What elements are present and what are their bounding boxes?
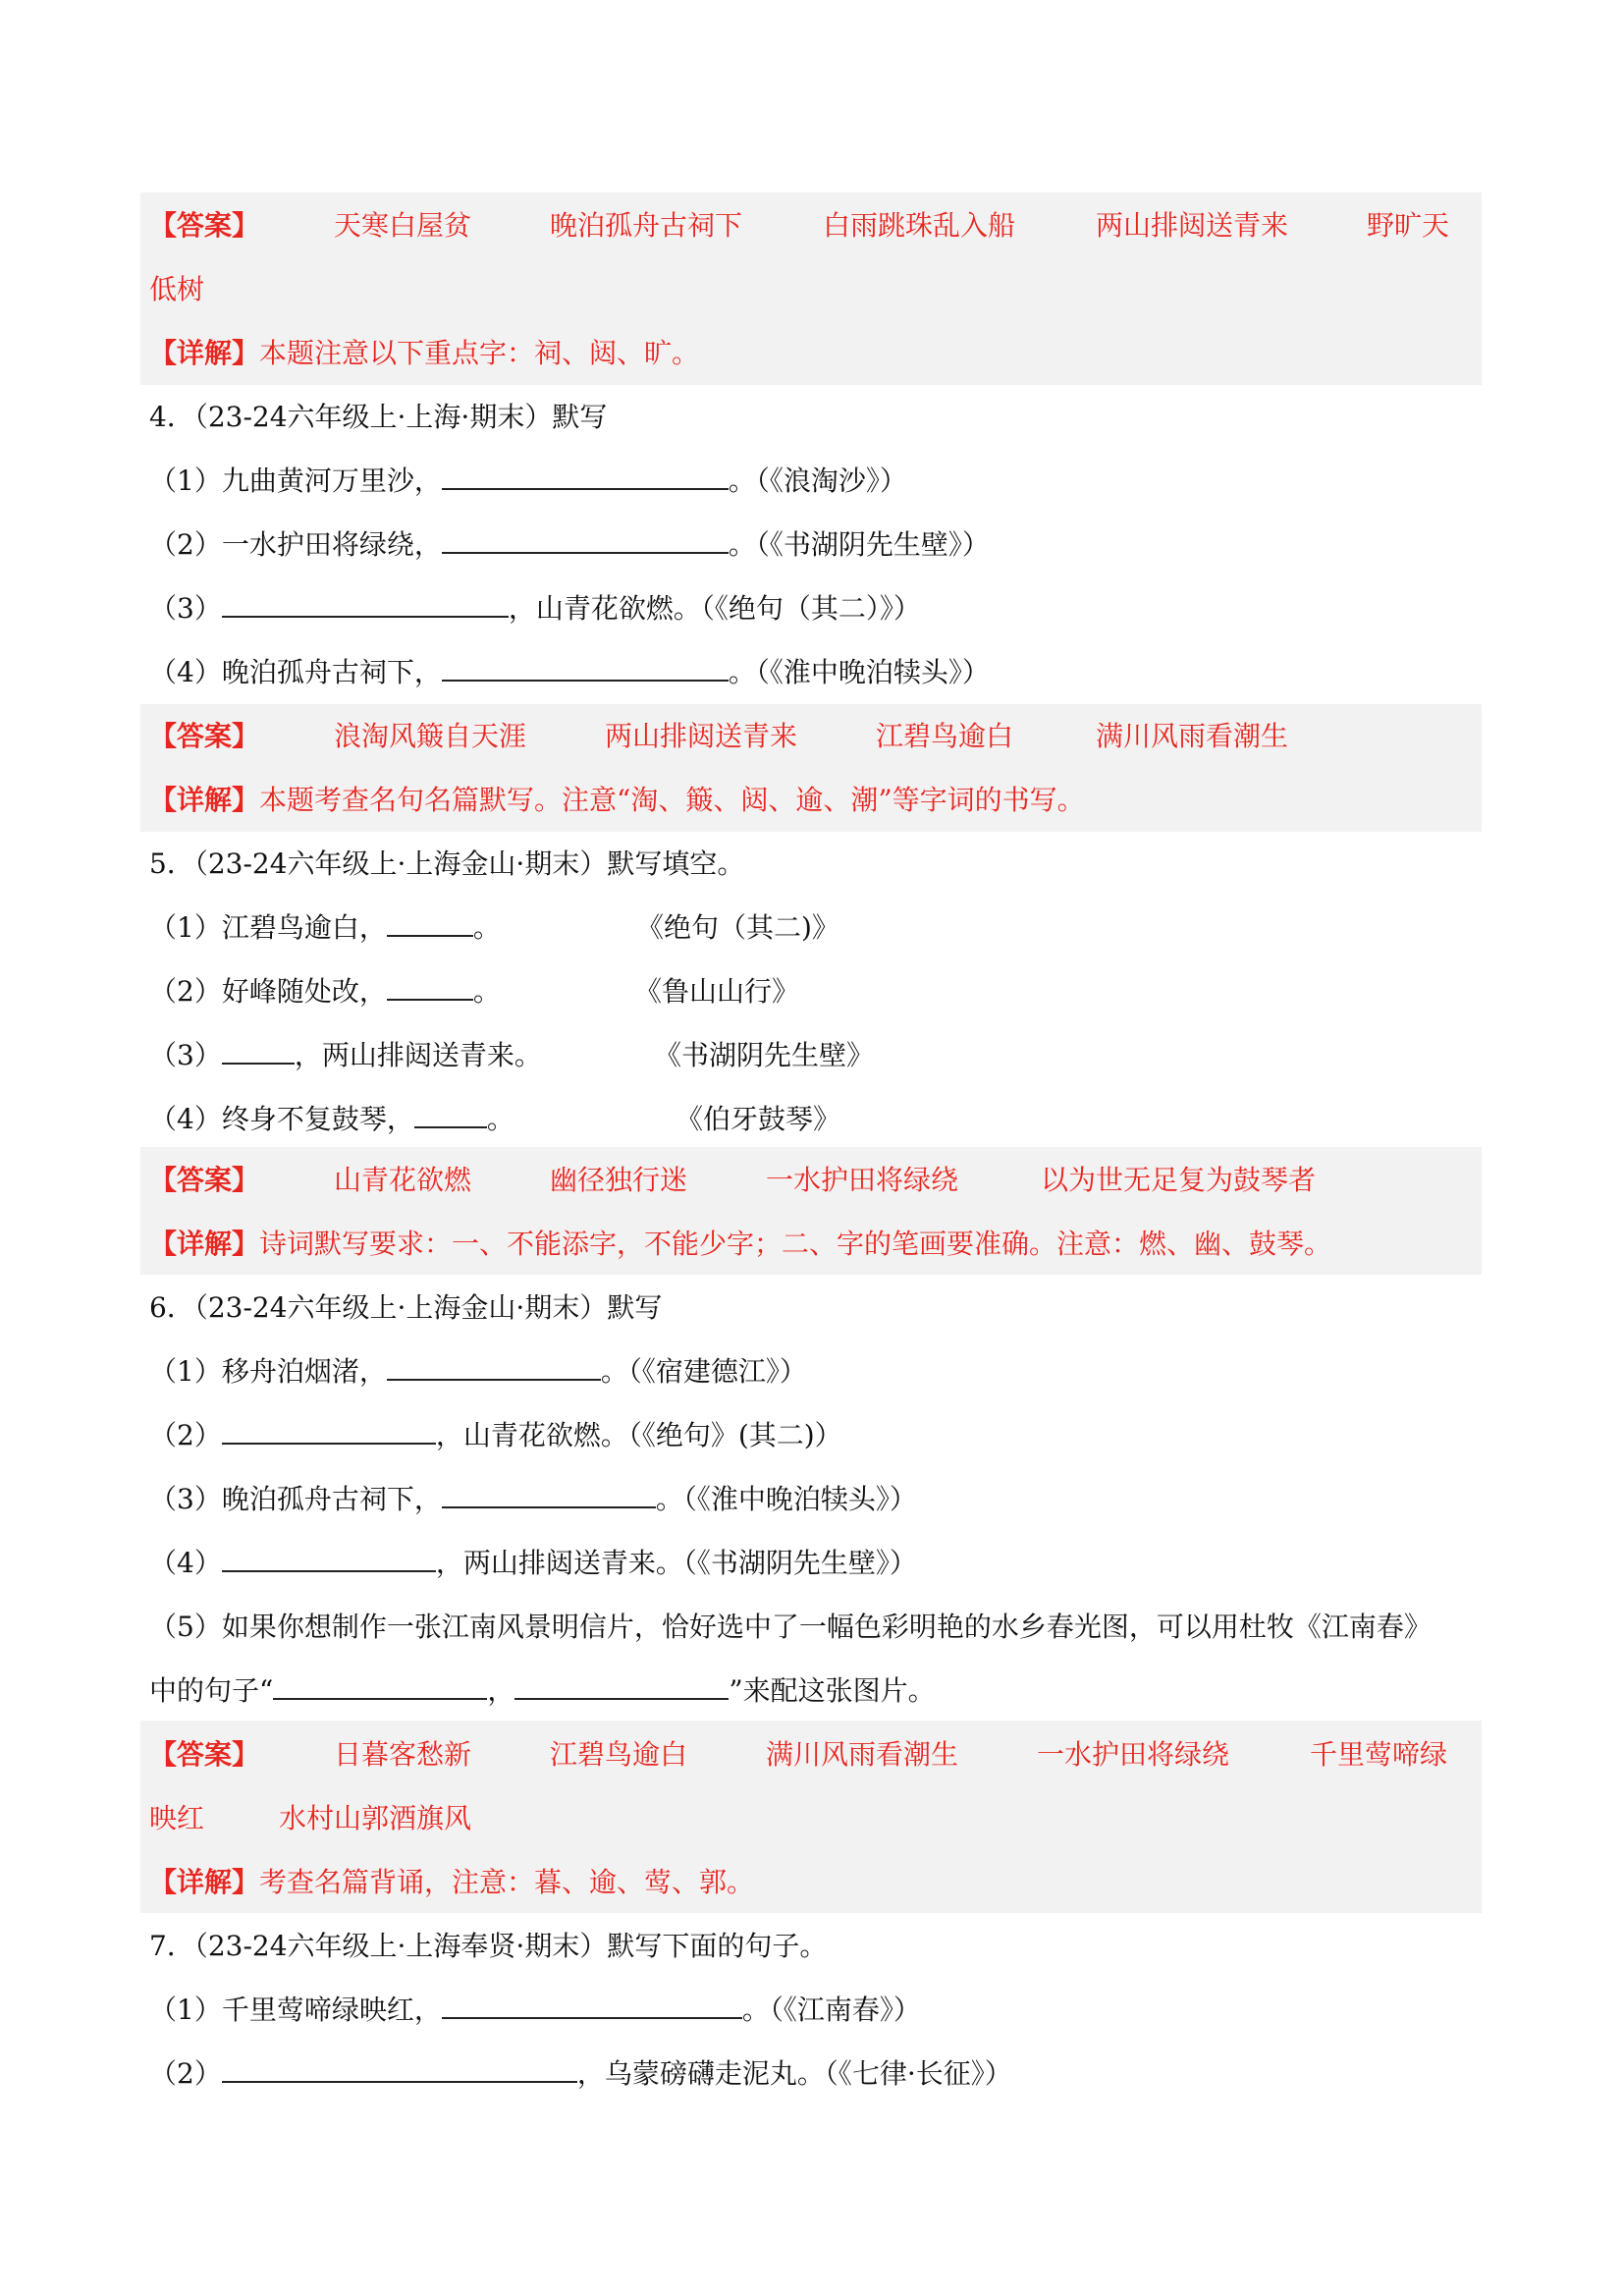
- answer-blank[interactable]: [273, 1672, 487, 1700]
- answer-tag: 【答案】: [149, 209, 260, 242]
- question-stem-q6: 6．（23-24六年级上·上海金山·期末）默写: [149, 1291, 663, 1324]
- answer-blank[interactable]: [442, 654, 729, 682]
- question-item: （1）九曲黄河万里沙， 。（《浪淘沙》）: [149, 465, 907, 497]
- question-item: （2） ，山青花欲燃。（《绝句》(其二)）: [149, 1419, 842, 1451]
- answer-item: 一水护田将绿绕: [1037, 1738, 1230, 1771]
- answer-item: 水村山郭酒旗风: [279, 1802, 472, 1834]
- answer-tag: 【答案】: [149, 1164, 260, 1196]
- question-item: （3） ，两山排闼送青来。: [149, 1039, 542, 1071]
- detail-text: 诗词默写要求：一、不能添字，不能少字；二、字的笔画要准确。注意：燃、幽、鼓琴。: [259, 1228, 1332, 1260]
- detail-text: 本题考查名句名篇默写。注意“淘、簸、闼、逾、潮”等字词的书写。: [259, 784, 1085, 816]
- question-item: （2）好峰随处改， 。: [149, 975, 501, 1008]
- answer-tag: 【答案】: [149, 720, 260, 752]
- question-item: （2） ，乌蒙磅礴走泥丸。（《七律·长征》）: [149, 2057, 1012, 2090]
- question-item: （4）终身不复鼓琴， 。: [149, 1103, 514, 1135]
- question-item: （3） ，山青花欲燃。（《绝句（其二）》）: [149, 592, 921, 625]
- answer-tag: 【答案】: [149, 1738, 260, 1771]
- poem-source: 《鲁山山行》: [634, 975, 800, 1008]
- answer-blank[interactable]: [442, 526, 729, 554]
- answer-line-q6: [149, 1735, 259, 1775]
- answer-item: 江碧鸟逾白: [876, 720, 1014, 752]
- question-stem-q4: 4．（23-24六年级上·上海·期末）默写: [149, 401, 608, 433]
- detail-line-q4: [149, 781, 1085, 820]
- poem-source: 《绝句（其二)》: [636, 911, 839, 944]
- poem-source: 《书湖阴先生壁》: [654, 1039, 875, 1071]
- answer-item: 山青花欲燃: [334, 1164, 472, 1196]
- answer-blank[interactable]: [387, 973, 473, 1001]
- answer-item: 两山排闼送青来: [1096, 209, 1289, 242]
- answer-item: 白雨跳珠乱入船: [823, 209, 1016, 242]
- detail-tag: 【详解】: [149, 784, 260, 816]
- detail-line-q3: [149, 334, 699, 373]
- answer-item: 低树: [149, 273, 205, 305]
- answer-blank[interactable]: [442, 1481, 656, 1508]
- detail-line-q6: [149, 1863, 754, 1902]
- detail-tag: 【详解】: [149, 1228, 260, 1260]
- answer-item: 映红: [149, 1802, 205, 1834]
- answer-blank[interactable]: [414, 1101, 487, 1128]
- detail-text: 本题注意以下重点字：祠、闼、旷。: [259, 337, 700, 369]
- answer-blank[interactable]: [222, 590, 509, 618]
- answer-blank[interactable]: [442, 463, 729, 490]
- answer-item: 晚泊孤舟古祠下: [550, 209, 743, 242]
- question-item: （1）千里莺啼绿映红， 。（《江南春》）: [149, 1994, 921, 2026]
- answer-item: 满川风雨看潮生: [766, 1738, 959, 1771]
- question-stem-q5: 5．（23-24六年级上·上海金山·期末）默写填空。: [149, 847, 745, 880]
- answer-item: 满川风雨看潮生: [1096, 720, 1289, 752]
- question-item: （2）一水护田将绿绕， 。（《书湖阴先生壁》）: [149, 528, 990, 561]
- answer-blank[interactable]: [222, 1545, 436, 1572]
- answer-blank[interactable]: [222, 1417, 436, 1445]
- answer-item: 江碧鸟逾白: [550, 1738, 688, 1771]
- answer-item: 以为世无足复为鼓琴者: [1041, 1164, 1317, 1196]
- answer-item: 两山排闼送青来: [605, 720, 798, 752]
- question-item: （4）晚泊孤舟古祠下， 。（《淮中晚泊犊头》）: [149, 656, 990, 688]
- answer-item: 幽径独行迷: [550, 1164, 688, 1196]
- question-item: （1）移舟泊烟渚， 。（《宿建德江》）: [149, 1355, 807, 1388]
- question-stem-q7: 7．（23-24六年级上·上海奉贤·期末）默写下面的句子。: [149, 1930, 828, 1962]
- answer-blank[interactable]: [222, 2055, 577, 2083]
- answer-item: 野旷天: [1367, 209, 1450, 242]
- answer-item: 日暮客愁新: [334, 1738, 472, 1771]
- detail-tag: 【详解】: [149, 1866, 260, 1898]
- answer-blank[interactable]: [442, 1992, 742, 2019]
- answer-blank[interactable]: [387, 909, 473, 937]
- answer-line-q5: [149, 1161, 259, 1200]
- question-item: 中的句子“ ， ”来配这张图片。: [149, 1674, 936, 1707]
- question-item: （3）晚泊孤舟古祠下， 。（《淮中晚泊犊头》）: [149, 1483, 917, 1515]
- detail-text: 考查名篇背诵，注意：暮、逾、莺、郭。: [259, 1866, 755, 1898]
- answer-item: 天寒白屋贫: [334, 209, 472, 242]
- answer-line-q3: [149, 206, 259, 246]
- answer-item: 浪淘风簸自天涯: [334, 720, 527, 752]
- question-item: （1）江碧鸟逾白， 。: [149, 911, 501, 944]
- answer-item: 一水护田将绿绕: [766, 1164, 959, 1196]
- answer-line-q4: [149, 717, 259, 756]
- answer-blank[interactable]: [514, 1672, 729, 1700]
- answer-blank[interactable]: [387, 1353, 601, 1381]
- detail-tag: 【详解】: [149, 337, 260, 369]
- question-item: （5）如果你想制作一张江南风景明信片，恰好选中了一幅色彩明艳的水乡春光图，可以用杜牧《江南春》: [149, 1611, 1432, 1643]
- answer-blank[interactable]: [222, 1037, 295, 1065]
- poem-source: 《伯牙鼓琴》: [676, 1103, 841, 1135]
- detail-line-q5: [149, 1225, 1331, 1264]
- question-item: （4） ，两山排闼送青来。（《书湖阴先生壁》）: [149, 1547, 917, 1579]
- answer-item: 千里莺啼绿: [1310, 1738, 1448, 1771]
